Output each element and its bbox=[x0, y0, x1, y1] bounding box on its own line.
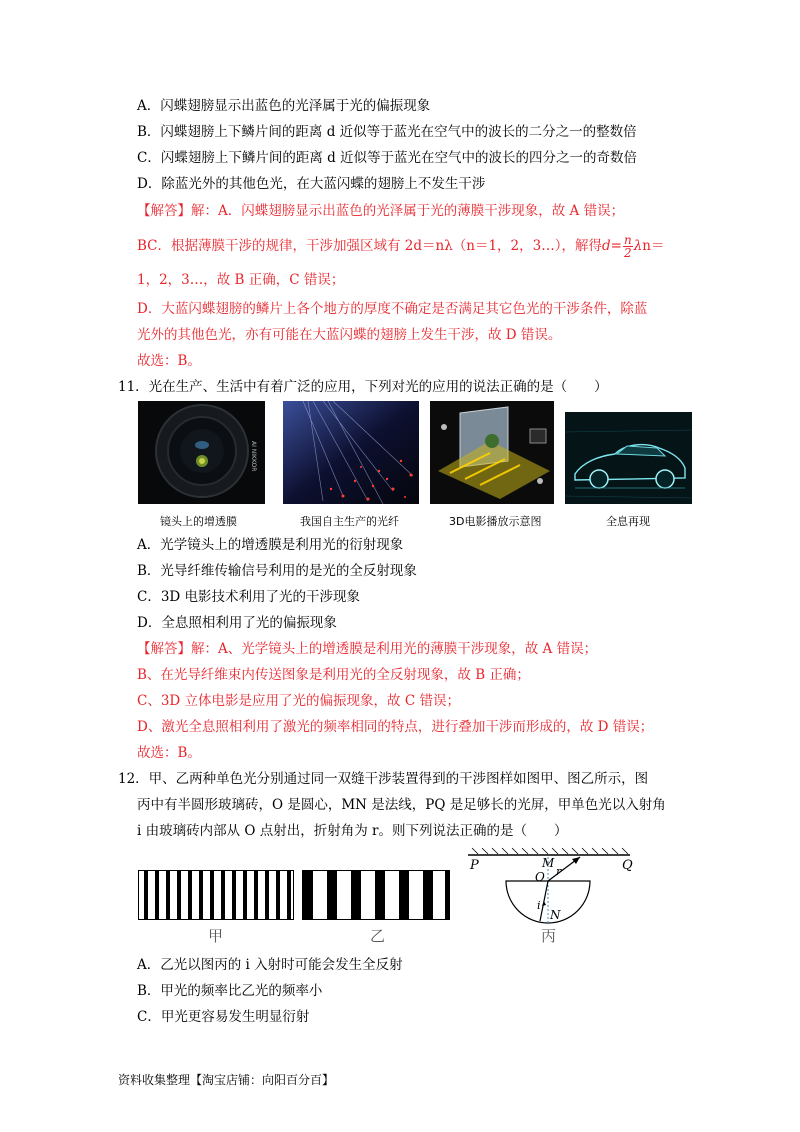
formula-fraction: $\frac{n}{2}$ bbox=[623, 233, 632, 260]
q10-answer-line: D．大蓝闪蝶翅膀的鳞片上各个地方的厚度不确定是否满足其它色光的干涉条件，除蓝 bbox=[137, 301, 648, 317]
q12-option-a: A．乙光以图丙的 i 入射时可能会发生全反射 bbox=[137, 957, 403, 973]
q10-option-a: A．闪蝶翅膀显示出蓝色的光泽属于光的偏振现象 bbox=[137, 98, 431, 114]
q11-answer-line: 故选：B。 bbox=[137, 745, 201, 761]
q12-stem-line: 丙中有半圆形玻璃砖，O 是圆心，MN 是法线，PQ 是足够长的光屏，甲单色光以入射角 bbox=[137, 797, 666, 813]
3d-movie-diagram bbox=[430, 401, 554, 504]
formula-d: d bbox=[602, 238, 611, 254]
label-m: M bbox=[542, 856, 555, 870]
q11-option-d: D．全息照相利用了光的偏振现象 bbox=[137, 615, 337, 631]
hologram-car-photo bbox=[565, 412, 692, 515]
q11-option-b: B．光导纤维传输信号利用的是光的全反射现象 bbox=[137, 563, 417, 579]
q11-stem: 11．光在生产、生活中有着广泛的应用，下列对光的应用的说法正确的是（ ） bbox=[118, 379, 608, 395]
label-p: P bbox=[470, 858, 479, 873]
interference-pattern-yi bbox=[302, 870, 450, 920]
label-yi: 乙 bbox=[370, 927, 386, 945]
q11-answer-line: C、3D 立体电影是应用了光的偏振现象，故 C 错误； bbox=[137, 693, 460, 709]
label-jia: 甲 bbox=[208, 927, 224, 945]
label-r: r bbox=[556, 865, 562, 878]
caption-fiber: 我国自主生产的光纤 bbox=[300, 515, 399, 528]
q10-answer-line: 光外的其他色光，亦有可能在大蓝闪蝶的翅膀上发生干涉，故 D 错误。 bbox=[137, 327, 562, 343]
q11-answer-line: 【解答】解：A、光学镜头上的增透膜是利用光的薄膜干涉现象，故 A 错误； bbox=[137, 641, 598, 657]
q11-answer-line: D、激光全息照相利用了激光的频率相同的特点，进行叠加干涉而形成的，故 D 错误； bbox=[137, 719, 654, 735]
lens-brand-text: AI NIKKOR bbox=[250, 441, 257, 472]
q10-option-c: C．闪蝶翅膀上下鳞片间的距离 d 近似等于蓝光在空气中的波长的四分之一的奇数倍 bbox=[137, 150, 638, 166]
lens-photo bbox=[138, 401, 265, 504]
q11-option-c: C．3D 电影技术利用了光的干涉现象 bbox=[137, 589, 361, 605]
label-bing: 丙 bbox=[541, 927, 557, 945]
q11-option-a: A．光学镜头上的增透膜是利用光的衍射现象 bbox=[137, 537, 404, 553]
q10-answer-line: BC．根据薄膜干涉的规律，干涉加强区域有 2d＝nλ（n＝1，2，3…），解得d= $\frac{n}{2}$ λn＝ bbox=[137, 233, 665, 260]
interference-pattern-jia bbox=[138, 870, 294, 920]
q10-answer-line: 【解答】解：A．闪蝶翅膀显示出蓝色的光泽属于光的薄膜干涉现象，故 A 错误； bbox=[137, 203, 625, 219]
q12-option-c: C．甲光更容易发生明显衍射 bbox=[137, 1009, 310, 1025]
q10-answer-line: 故选：B。 bbox=[137, 353, 201, 369]
semicircle-glass-diagram bbox=[462, 845, 642, 935]
caption-hologram: 全息再现 bbox=[606, 515, 650, 528]
caption-lens: 镜头上的增透膜 bbox=[160, 515, 237, 528]
label-q: Q bbox=[622, 858, 633, 873]
q11-answer-line: B、在光导纤维束内传送图象是利用光的全反射现象，故 B 正确； bbox=[137, 667, 530, 683]
q10-answer-line: 1，2，3…，故 B 正确，C 错误； bbox=[137, 272, 345, 288]
q12-option-b: B．甲光的频率比乙光的频率小 bbox=[137, 983, 323, 999]
optical-fiber-photo bbox=[283, 401, 419, 504]
label-o: O bbox=[535, 870, 545, 884]
caption-3d: 3D电影播放示意图 bbox=[449, 515, 542, 528]
page-footer: 资料收集整理【淘宝店铺：向阳百分百】 bbox=[118, 1073, 335, 1087]
label-i: i bbox=[537, 899, 541, 912]
q12-stem-line: 12．甲、乙两种单色光分别通过同一双缝干涉装置得到的干涉图样如图甲、图乙所示，图 bbox=[118, 771, 649, 787]
q10-option-d: D．除蓝光外的其他色光，在大蓝闪蝶的翅膀上不发生干涉 bbox=[137, 176, 486, 192]
q10-option-b: B．闪蝶翅膀上下鳞片间的距离 d 近似等于蓝光在空气中的波长的二分之一的整数倍 bbox=[137, 124, 637, 140]
label-n: N bbox=[550, 908, 561, 922]
q12-stem-line: i 由玻璃砖内部从 O 点射出，折射角为 r。则下列说法正确的是（ ） bbox=[137, 823, 568, 839]
